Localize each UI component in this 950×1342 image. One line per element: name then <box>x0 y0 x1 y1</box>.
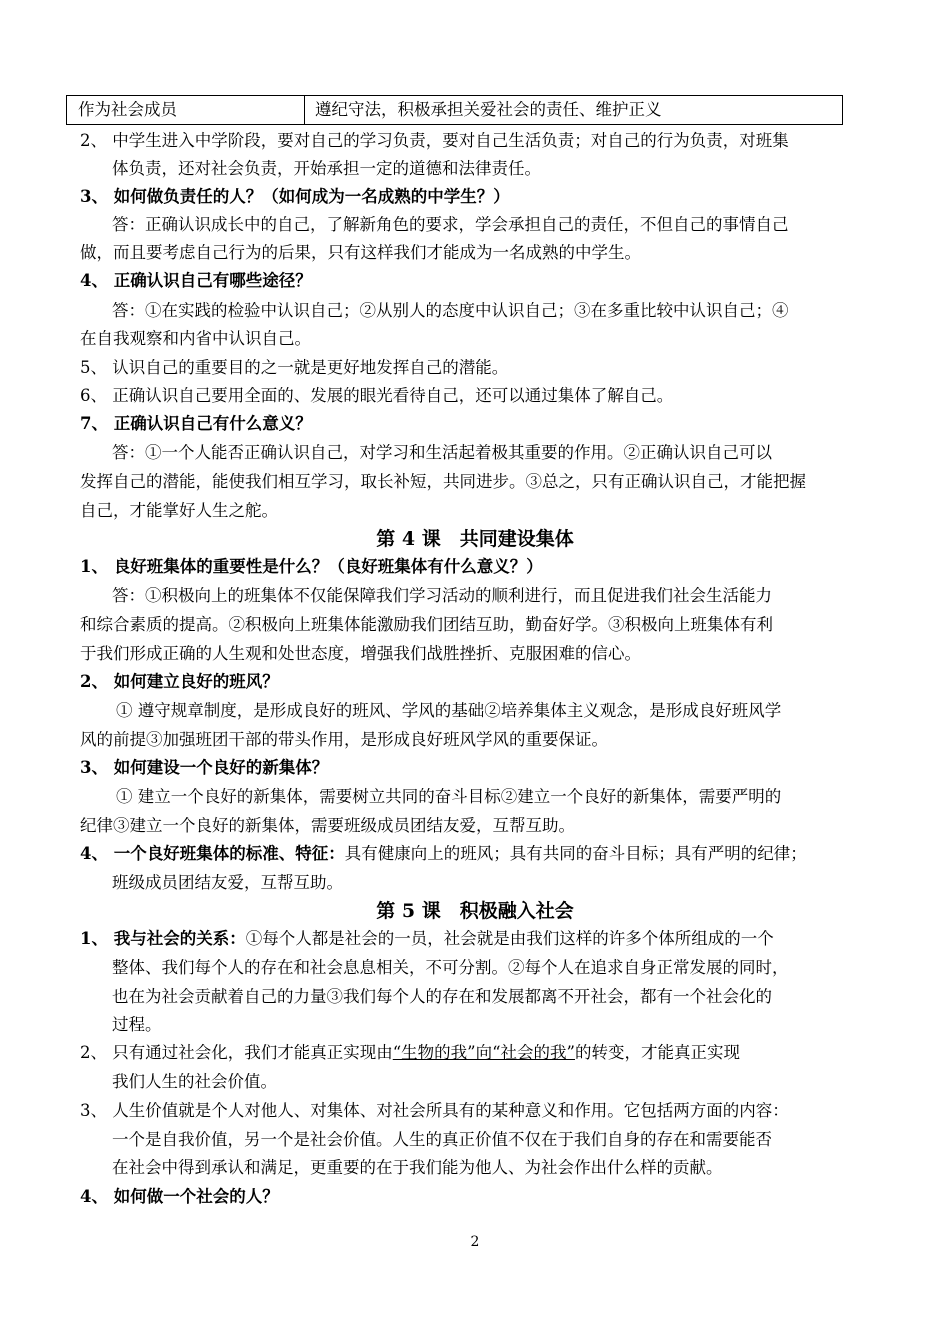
lesson5-item-3: 3、 人生价值就是个人对他人、对集体、对社会所具有的某种意义和作用。它包括两方面的内容： <box>80 1101 789 1120</box>
lesson5-item-2 <box>80 1039 740 1067</box>
lesson4-answer-3-line2: 纪律③建立一个良好的新集体，需要班级成员团结友爱，互帮互助。 <box>80 816 575 835</box>
lesson-5-title: 第 5 课 积极融入社会 <box>376 900 574 922</box>
lesson5-item-1-line2: 整体、我们每个人的存在和社会息息相关，不可分割。②每个人在追求自身正常发展的同时， <box>112 958 789 977</box>
lesson5-item-3-line3: 在社会中得到承认和满足，更重要的在于我们能为他人、为社会作出什么样的贡献。 <box>112 1158 723 1177</box>
lesson4-question-3: 3、 如何建设一个良好的新集体？ <box>80 758 329 777</box>
lesson4-answer-1-line3: 于我们形成正确的人生观和处世态度，增强我们战胜挫折、克服困难的信心。 <box>80 644 641 663</box>
lesson5-item-1-text: ①每个人都是社会的一员，社会就是由我们这样的许多个体所组成的一个 <box>245 929 774 948</box>
lesson4-item-4-cont: 班级成员团结友爱，互帮互助。 <box>112 873 343 892</box>
lesson5-item-2-cont: 我们人生的社会价值。 <box>112 1072 277 1091</box>
lesson5-item-1 <box>80 925 774 953</box>
table-cell-role: 作为社会成员 <box>67 96 305 124</box>
lesson4-item-4-text: 具有健康向上的班风；具有共同的奋斗目标；具有严明的纪律； <box>344 844 807 863</box>
lesson4-answer-3-line1: ① 建立一个良好的新集体，需要树立共同的奋斗目标②建立一个良好的新集体，需要严明的 <box>116 787 782 806</box>
question-3: 3、 如何做负责任的人？（如何成为一名成熟的中学生？） <box>80 187 510 206</box>
lesson5-item-1-heading: 1、 我与社会的关系： <box>80 929 246 948</box>
question-4: 4、 正确认识自己有哪些途径？ <box>80 271 312 290</box>
answer-3-line1: 答：正确认识成长中的自己，了解新角色的要求，学会承担自己的责任，不但自己的事情自己 <box>112 215 789 234</box>
lesson4-item-4 <box>80 840 807 868</box>
lesson4-question-2: 2、 如何建立良好的班风？ <box>80 672 279 691</box>
lesson5-item-1-line4: 过程。 <box>112 1015 162 1034</box>
list-item-6: 6、 正确认识自己要用全面的、发展的眼光看待自己，还可以通过集体了解自己。 <box>80 386 674 405</box>
lesson5-question-4: 4、 如何做一个社会的人？ <box>80 1187 279 1206</box>
answer-7-line1: 答：①一个人能否正确认识自己，对学习和生活起着极其重要的作用。②正确认识自己可以 <box>112 443 772 462</box>
lesson5-item-1-line3: 也在为社会贡献着自己的力量③我们每个人的存在和发展都离不开社会，都有一个社会化的 <box>112 987 772 1006</box>
lesson4-question-1: 1、 良好班集体的重要性是什么？（良好班集体有什么意义？） <box>80 557 543 576</box>
lesson4-answer-2-line1: ① 遵守规章制度，是形成良好的班风、学风的基础②培养集体主义观念，是形成良好班风学 <box>116 701 782 720</box>
answer-4-line1: 答：①在实践的检验中认识自己；②从别人的态度中认识自己；③在多重比较中认识自己；④ <box>112 301 789 320</box>
answer-4-line2: 在自我观察和内省中认识自己。 <box>80 329 311 348</box>
answer-7-line3: 自己，才能掌好人生之舵。 <box>80 501 278 520</box>
list-item-2-cont: 体负责，还对社会负责，开始承担一定的道德和法律责任。 <box>112 159 541 178</box>
answer-3-line2: 做，而且要考虑自己行为的后果，只有这样我们才能成为一名成熟的中学生。 <box>80 243 641 262</box>
lesson5-item-2-text-a: 2、 只有通过社会化，我们才能真正实现由 <box>80 1043 393 1062</box>
lesson4-answer-2-line2: 风的前提③加强班团干部的带头作用，是形成良好班风学风的重要保证。 <box>80 730 608 749</box>
answer-7-line2: 发挥自己的潜能，能使我们相互学习，取长补短，共同进步。③总之，只有正确认识自己，才能把握 <box>80 472 806 491</box>
lesson5-item-2-underlined: “生物的我”向“社会的我” <box>392 1043 575 1062</box>
lesson5-item-2-text-c: 的转变，才能真正实现 <box>575 1043 740 1062</box>
summary-table-row <box>66 95 843 125</box>
lesson4-answer-1-line2: 和综合素质的提高。②积极向上班集体能激励我们团结互助，勤奋好学。③积极向上班集体有利 <box>80 615 773 634</box>
lesson-4-title: 第 4 课 共同建设集体 <box>376 528 574 550</box>
list-item-5: 5、 认识自己的重要目的之一就是更好地发挥自己的潜能。 <box>80 358 509 377</box>
list-item-2: 2、 中学生进入中学阶段，要对自己的学习负责，要对自己生活负责；对自己的行为负责，对班集 <box>80 131 789 150</box>
question-7: 7、 正确认识自己有什么意义？ <box>80 414 312 433</box>
lesson4-item-4-heading: 4、 一个良好班集体的标准、特征： <box>80 844 345 863</box>
lesson4-answer-1-line1: 答：①积极向上的班集体不仅能保障我们学习活动的顺利进行，而且促进我们社会生活能力 <box>112 586 772 605</box>
table-cell-duty: 遵纪守法，积极承担关爱社会的责任、维护正义 <box>315 100 662 119</box>
page-number: 2 <box>470 1234 480 1250</box>
lesson5-item-3-line2: 一个是自我价值，另一个是社会价值。人生的真正价值不仅在于我们自身的存在和需要能否 <box>112 1130 772 1149</box>
